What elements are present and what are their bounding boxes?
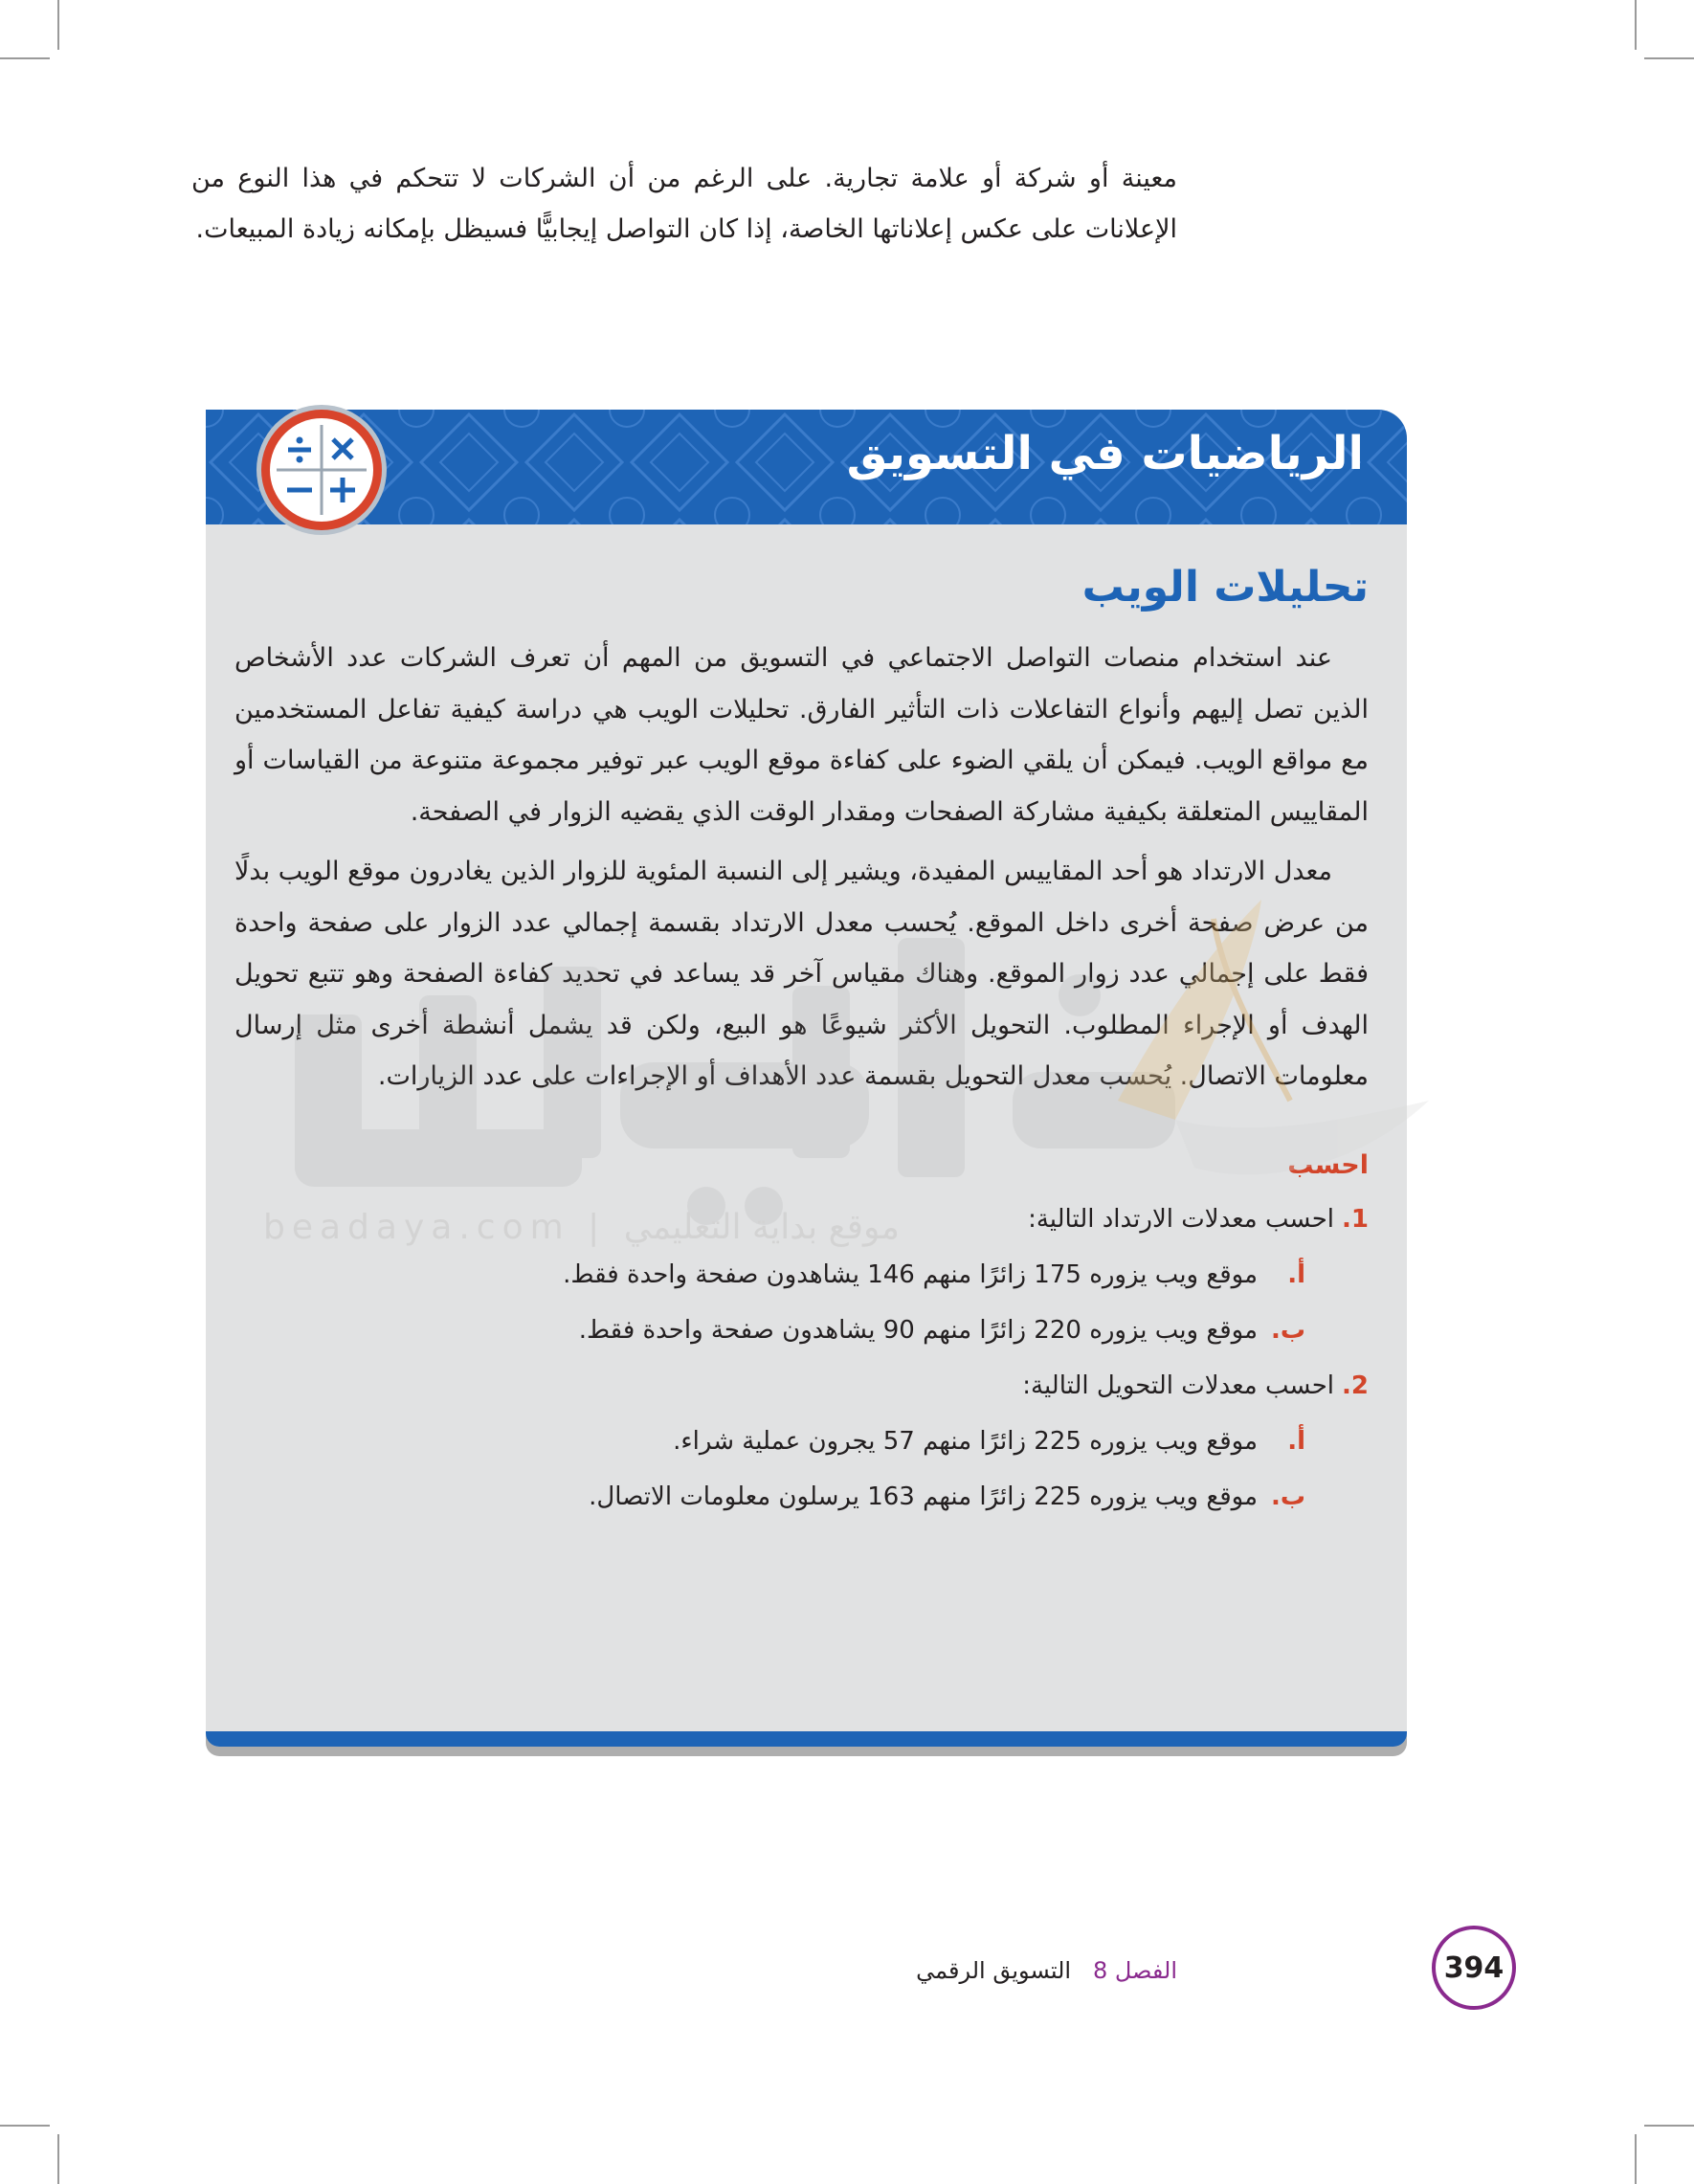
- item-text: موقع ويب يزوره 220 زائرًا منهم 90 يشاهدون صفحة واحدة فقط.: [578, 1315, 1258, 1345]
- item-letter: ب.: [1270, 1482, 1305, 1511]
- crop-mark: [1644, 2125, 1694, 2127]
- page-number: 394: [1432, 1926, 1516, 2010]
- paragraph-bounce-rate: معدل الارتداد هو أحد المقاييس المفيدة، ويشير إلى النسبة المئوية للزوار الذين يغادرون موقع الويب بدلًا من عرض صفحة أخرى داخل الموقع. يُحسب معدل الارتداد بقسمة إجمالي عدد الزوار على صفحة واحدة فقط على إجمالي عدد زوار الموقع. وهناك مقياس آخر قد يساعد في تحديد كفاءة الصفحة وهو تتبع تحويل الهدف أو الإجراء المطلوب. التحويل الأكثر شيوعًا هو البيع، ولكن قد يشمل أنشطة أخرى مثل إرسال معلومات الاتصال. يُحسب معدل التحويل بقسمة عدد الأهداف أو الإجراءات على عدد الزيارات.: [234, 857, 1369, 1091]
- crop-mark: [1635, 0, 1637, 50]
- crop-mark: [57, 0, 59, 50]
- question-number: 2.: [1342, 1371, 1369, 1400]
- item-letter: ب.: [1270, 1315, 1305, 1345]
- banner-title: الرياضيات في التسويق: [846, 427, 1364, 480]
- calculate-heading: احسب: [1287, 1149, 1369, 1180]
- item-text: موقع ويب يزوره 225 زائرًا منهم 57 يجرون عملية شراء.: [673, 1426, 1258, 1456]
- box-bottom-bar: [206, 1731, 1407, 1747]
- question-1-a: [234, 1256, 1369, 1294]
- crop-mark: [57, 2134, 59, 2184]
- calculator-icon: [254, 402, 390, 538]
- section-title: تحليلات الويب: [1081, 563, 1369, 612]
- question-2: [234, 1367, 1369, 1405]
- crop-mark: [0, 57, 50, 59]
- question-text: احسب معدلات التحويل التالية:: [1022, 1371, 1334, 1400]
- math-in-marketing-box: [206, 410, 1407, 1747]
- question-1-b: [234, 1311, 1369, 1349]
- item-letter: أ.: [1287, 1259, 1305, 1289]
- question-text: احسب معدلات الارتداد التالية:: [1028, 1204, 1334, 1234]
- box-content: [234, 563, 1369, 1533]
- crop-mark: [1644, 57, 1694, 59]
- item-letter: أ.: [1287, 1426, 1305, 1456]
- crop-mark: [0, 2125, 50, 2127]
- intro-paragraph: معينة أو شركة أو علامة تجارية. على الرغم من أن الشركات لا تتحكم في هذا النوع من الإعلانات على عكس إعلاناتها الخاصة، إذا كان التواصل إيجابيًّا فسيظل بإمكانه زيادة المبيعات.: [191, 164, 1177, 244]
- paragraph-web-analytics: عند استخدام منصات التواصل الاجتماعي في التسويق من المهم أن تعرف الشركات عدد الأشخاص الذين تصل إليهم وأنواع التفاعلات ذات التأثير الفارق. تحليلات الويب هي دراسة كيفية تفاعل المستخدمين مع مواقع الويب. فيمكن أن يلقي الضوء على كفاءة موقع الويب عبر توفير مجموعة متنوعة من القياسات أو المقاييس المتعلقة بكيفية مشاركة الصفحات ومقدار الوقت الذي يقضيه الزوار في الصفحة.: [234, 643, 1369, 827]
- question-2-a: [234, 1422, 1369, 1460]
- footer-chapter: [852, 1957, 1177, 1984]
- item-text: موقع ويب يزوره 225 زائرًا منهم 163 يرسلون معلومات الاتصال.: [589, 1482, 1258, 1511]
- item-text: موقع ويب يزوره 175 زائرًا منهم 146 يشاهدون صفحة واحدة فقط.: [563, 1259, 1258, 1289]
- chapter-label: الفصل 8: [1092, 1957, 1177, 1984]
- crop-mark: [1635, 2134, 1637, 2184]
- question-2-b: [234, 1478, 1369, 1516]
- watermark-text: beadaya.com | موقع بداية التعليمي: [263, 1208, 900, 1247]
- question-number: 1.: [1342, 1204, 1369, 1234]
- chapter-title: التسويق الرقمي: [916, 1957, 1072, 1984]
